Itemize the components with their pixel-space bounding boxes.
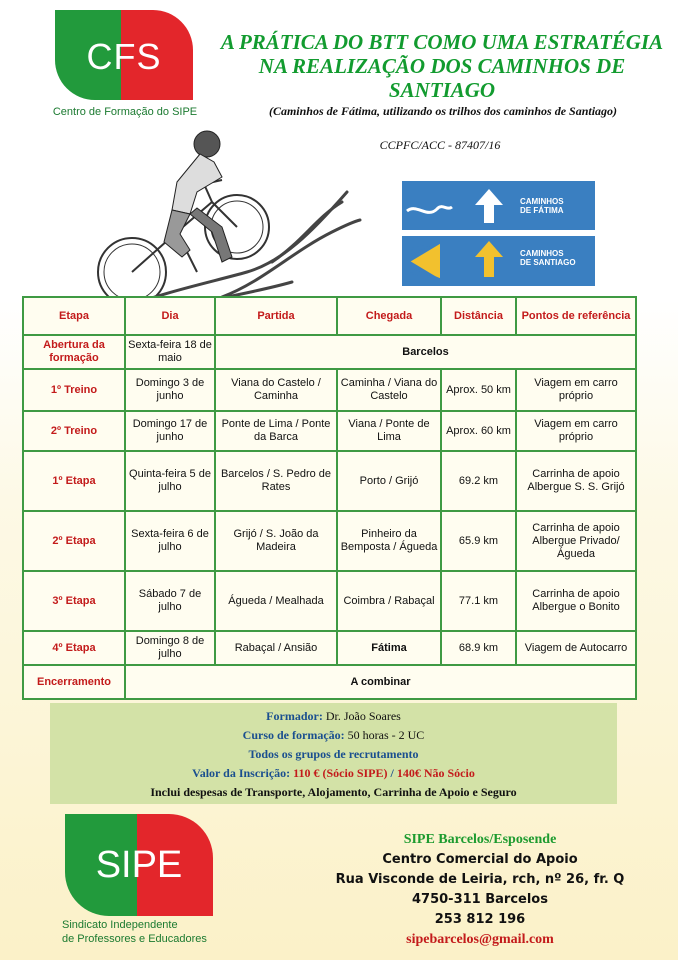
inclui-line: Inclui despesas de Transporte, Alojamento, Carrinha de Apoio e Seguro [150,785,517,799]
title-line-3: SANTIAGO [388,78,496,102]
table-row: Encerramento A combinar [23,665,636,699]
table-header-row [23,297,636,335]
course-info-box [50,703,617,804]
title-line-1: A PRÁTICA DO BTT COMO UMA ESTRATÉGIA [220,30,664,54]
accreditation-code: CCPFC/ACC - 87407/16 [379,138,501,152]
contact-block [300,830,660,950]
formador-line: Formador: Dr. João Soares [266,709,401,723]
cfs-logo [55,10,193,100]
table-row: 1º Treino Domingo 3 de junho Viana do Castelo / Caminha Caminha / Viana do Castelo Aprox. 50 km Viagem em carro próprio [23,369,636,411]
table-row: 4º Etapa Domingo 8 de julho Rabaçal / Ansião Fátima 68.9 km Viagem de Autocarro [23,631,636,665]
header-dia: Dia [125,297,215,335]
org-name: SIPE Barcelos/Esposende [403,832,557,847]
sign-text-santiago: CAMINHOS DE SANTIAGO [520,249,576,267]
direction-sign [402,181,595,286]
road-icon [407,207,452,213]
cfs-logo-text: CFS [86,36,162,77]
header-etapa: Etapa [23,297,125,335]
address-line-1: Centro Comercial do Apoio [382,852,578,867]
arrow-up-icon [475,189,503,223]
sipe-logo [65,814,213,916]
schedule-table [22,296,637,700]
sign-text-fatima: CAMINHOS DE FÁTIMA [520,197,564,215]
sipe-caption: Sindicato Independente de Professores e Educadores [62,919,207,945]
page-title [218,30,666,102]
valor-line: Valor da Inscrição: 110 € (Sócio SIPE) / 140€ Não Sócio [192,766,475,780]
title-line-2: NA REALIZAÇÃO DOS CAMINHOS DE [258,54,626,78]
arrow-up-yellow-icon [475,241,503,277]
table-row: Abertura da formação Sexta-feira 18 de maio Barcelos [23,335,636,369]
header-partida: Partida [215,297,337,335]
address-line-2: Rua Visconde de Leiria, rch, nº 26, fr. Q [335,872,625,887]
grupos-line: Todos os grupos de recrutamento [248,747,419,761]
phone-number: 253 812 196 [434,912,526,927]
scallop-shell-icon [410,243,440,279]
email-link[interactable]: sipebarcelos@gmail.com [406,932,554,947]
table-row: 2º Treino Domingo 17 de junho Ponte de Lima / Ponte da Barca Viana / Ponte de Lima Aprox. 60 km Viagem em carro próprio [23,411,636,451]
table-row: 2º Etapa Sexta-feira 6 de julho Grijó / S. João da Madeira Pinheiro da Bemposta / Águeda 65.9 km Carrinha de apoio Albergue Privado/ Águeda [23,511,636,571]
header-chegada: Chegada [337,297,441,335]
address-line-3: 4750-311 Barcelos [412,892,548,907]
header-pontos: Pontos de referência [516,297,636,335]
table-row: 1º Etapa Quinta-feira 5 de julho Barcelos / S. Pedro de Rates Porto / Grijó 69.2 km Carrinha de apoio Albergue S. S. Grijó [23,451,636,511]
sipe-logo-text: SIPE [95,844,183,886]
cfs-caption: Centro de Formação do SIPE [52,106,198,118]
header-distancia: Distância [441,297,516,335]
subtitle: (Caminhos de Fátima, utilizando os trilhos dos caminhos de Santiago) [268,104,618,118]
curso-line: Curso de formação: 50 horas - 2 UC [242,728,425,742]
table-row: 3º Etapa Sábado 7 de julho Águeda / Mealhada Coimbra / Rabaçal 77.1 km Carrinha de apoio Albergue o Bonito [23,571,636,631]
